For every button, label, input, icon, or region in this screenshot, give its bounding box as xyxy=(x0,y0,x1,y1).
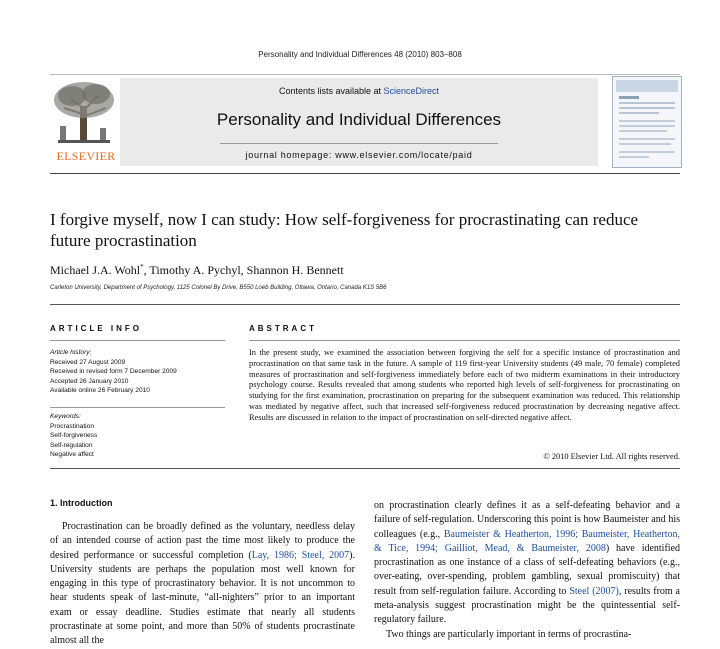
intro-paragraph xyxy=(374,499,680,628)
keyword-item: Procrastination xyxy=(50,422,94,430)
author-first: Michael J.A. Wohl xyxy=(50,263,141,277)
article-history xyxy=(50,348,240,396)
homepage-divider xyxy=(220,143,498,144)
author-list xyxy=(50,263,344,278)
article-title: I forgive myself, now I can study: How self-forgiveness for procrastinating can reduce future procrastination xyxy=(50,210,639,250)
abstract-divider xyxy=(249,340,680,341)
keywords-label: Keywords: xyxy=(50,413,81,420)
article-info-divider xyxy=(50,340,225,341)
citation-link[interactable]: Baumeister & Heatherton, 1996; Baumeister, Heatherton, & Tice, 1994; Gailliot, Mead, & Baumeister, 2008 xyxy=(374,528,680,554)
intro-left-column xyxy=(50,520,355,649)
history-item: Received in revised form 7 December 2009 xyxy=(50,368,177,376)
journal-title: Personality and Individual Differences xyxy=(216,110,502,129)
keywords-divider xyxy=(50,407,225,408)
intro-paragraph xyxy=(50,520,355,649)
abstract-bottom-divider xyxy=(50,468,680,469)
history-item: Accepted 26 January 2010 xyxy=(50,377,129,385)
body-text: ). University students are perhaps the population most well known for engaging in this type of procrastinatory behavior. It is not uncommon to hear students speak of last-minute, “all-nighters” prior to an important exam or essay deadline. Studies estimate that nearly all students procrastinate at some point, and more than 50% of students procrastinate almost all the xyxy=(50,549,355,647)
journal-banner xyxy=(120,78,598,166)
affiliation: Carleton University, Department of Psychology, 1125 Colonel By Drive, B550 Loeb Building, Ottawa, Ontario, Canada K1S 5B6 xyxy=(50,285,387,291)
keyword-item: Self-regulation xyxy=(50,441,93,449)
contents-line xyxy=(120,86,598,96)
history-item: Received 27 August 2009 xyxy=(50,358,126,366)
header-divider xyxy=(50,304,680,305)
abstract-text: In the present study, we examined the association between forgiving the self for a specific instance of procrastination and procrastination on that same task in the future. A sample of 119 first-year University students (49 male, 70 female) completed measures of procrastination and self-forgiveness immediately before each of two midterm examinations in their introductory psychology course. Results revealed that among students who reported high levels of self-forgiveness for procrastinating on studying for the first examination, procrastination on preparing for the subsequent examination was reduced. This relationship was mediated by negative affect, such that increased self-forgiveness reduced procrastination by decreasing negative affect. Results are discussed in relation to the impact of procrastination on self-directed negative affect. xyxy=(249,348,680,422)
body-text: on procrastination clearly defines it as a self-defeating behavior and a failure of self-regulation. Underscoring this point is how Baumeister and his colleagues (e.g., xyxy=(374,500,680,540)
journal-citation: Personality and Individual Differences 48 (2010) 803–808 xyxy=(258,50,462,59)
author-rest: , Timothy A. Pychyl, Shannon H. Bennett xyxy=(143,263,344,277)
body-text: Procrastination can be broadly defined as the voluntary, needless delay of an intended course of action past the time most likely to produce the desired performance or successful completion ( xyxy=(50,521,355,561)
history-label: Article history: xyxy=(50,349,92,356)
keyword-item: Self-forgiveness xyxy=(50,432,98,440)
body-text: , results from a meta-analysis suggest procrastination might be the quintessential self-regulatory failure. xyxy=(374,585,680,626)
intro-paragraph: Two things are particularly important in terms of procrastina- xyxy=(386,628,632,640)
history-item: Available online 26 February 2010 xyxy=(50,387,150,395)
abstract-heading: ABSTRACT xyxy=(249,324,317,333)
sciencedirect-link[interactable]: ScienceDirect xyxy=(383,86,440,96)
copyright-notice: © 2010 Elsevier Ltd. All rights reserved. xyxy=(543,452,680,461)
article-info-heading: ARTICLE INFO xyxy=(50,324,142,333)
body-text: ) have identified procrastination as one instance of a class of self-defeating behaviors (e.g., over-eating, over-spending, problem gambling, sexual promiscuity) that result from self-regulation failure. According to xyxy=(374,542,681,597)
keyword-item: Negative affect xyxy=(50,451,94,459)
keywords xyxy=(50,412,240,460)
intro-right-column xyxy=(374,499,680,642)
contents-prefix: Contents lists available at xyxy=(278,86,384,96)
citation-link[interactable]: Steel (2007) xyxy=(569,585,619,597)
section-heading-introduction: 1. Introduction xyxy=(50,498,113,508)
corresponding-author-mark[interactable]: * xyxy=(140,263,144,271)
journal-cover-thumbnail xyxy=(612,76,682,168)
journal-homepage-link[interactable]: journal homepage: www.elsevier.com/locate/paid xyxy=(245,150,473,160)
publisher-name: ELSEVIER xyxy=(56,149,116,163)
citation-link[interactable]: Lay, 1986; Steel, 2007 xyxy=(251,549,350,561)
